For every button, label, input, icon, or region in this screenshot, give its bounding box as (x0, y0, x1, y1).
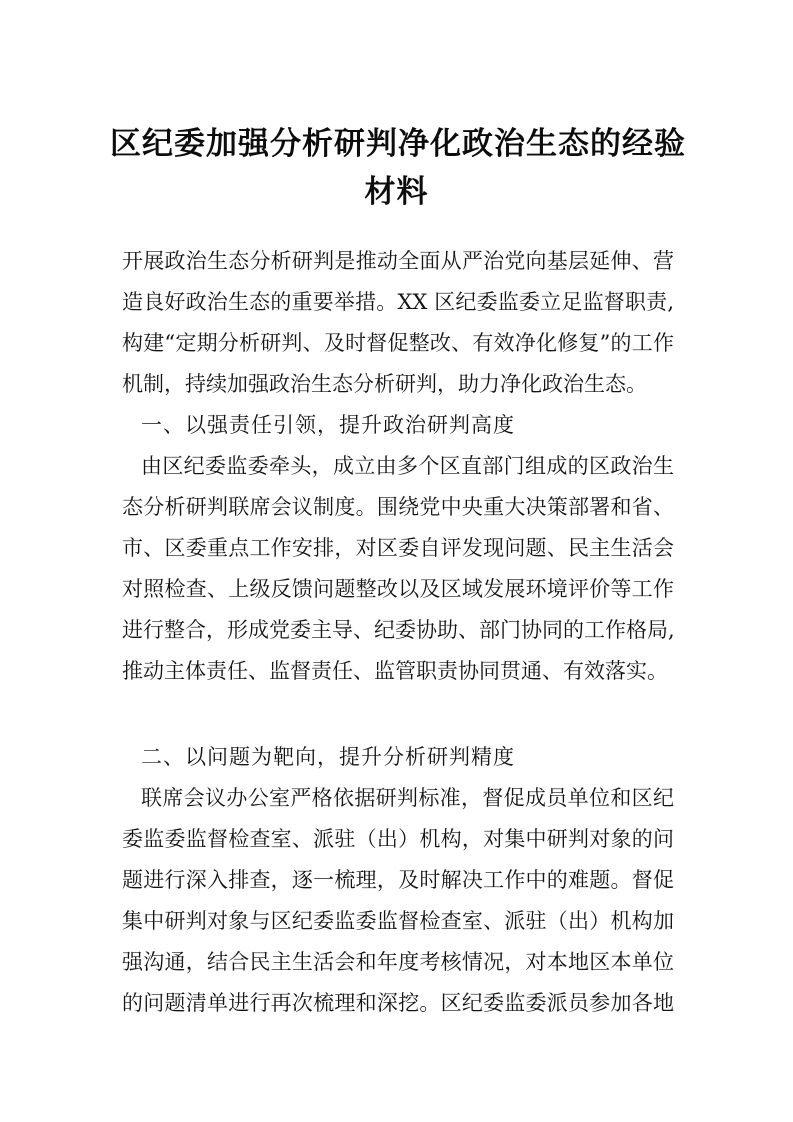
intro-line: 机制，持续加强政治生态分析研判，助力净化政治生态。 (122, 372, 647, 396)
intro-line: 构建“定期分析研判、及时督促整改、有效净化修复”的工作 (122, 331, 674, 355)
section-1-line: 态分析研判联席会议制度。围绕党中央重大决策部署和省、 (122, 495, 674, 519)
section-1-line: 进行整合，形成党委主导、纪委协助、部门协同的工作格局, (122, 618, 675, 642)
section-1-line: 对照检查、上级反馈问题整改以及区域发展环境评价等工作 (122, 577, 674, 601)
section-2-line: 联席会议办公室严格依据研判标准，督促成员单位和区纪 (141, 786, 674, 810)
section-1-line: 市、区委重点工作安排，对区委自评发现问题、民主生活会 (122, 536, 674, 560)
section-1-line: 推动主体责任、监督责任、监管职责协同贯通、有效落实。 (122, 659, 668, 683)
section-2-line: 的问题清单进行再次梳理和深挖。区纪委监委派员参加各地 (122, 991, 674, 1015)
section-1-line: 由区纪委监委牵头，成立由多个区直部门组成的区政治生 (141, 454, 674, 478)
intro-line: 造良好政治生态的重要举措。XX 区纪委监委立足监督职责, (122, 290, 674, 314)
section-1-heading: 一、以强责任引领，提升政治研判高度 (141, 413, 515, 437)
section-2-line: 集中研判对象与区纪委监委监督检查室、派驻（出）机构加 (122, 909, 674, 933)
section-2-line: 委监委监督检查室、派驻（出）机构，对集中研判对象的问 (122, 827, 674, 851)
section-2-line: 强沟通，结合民主生活会和年度考核情况，对本地区本单位 (122, 950, 674, 974)
document-title-line-2: 材料 (364, 174, 429, 210)
section-2-heading: 二、以问题为靶向，提升分析研判精度 (141, 745, 515, 769)
document-title-line-1: 区纪委加强分析研判净化政治生态的经验 (110, 126, 686, 162)
section-2-line: 题进行深入排查，逐一梳理，及时解决工作中的难题。督促 (122, 868, 674, 892)
intro-line: 开展政治生态分析研判是推动全面从严治党向基层延伸、营 (122, 249, 674, 273)
